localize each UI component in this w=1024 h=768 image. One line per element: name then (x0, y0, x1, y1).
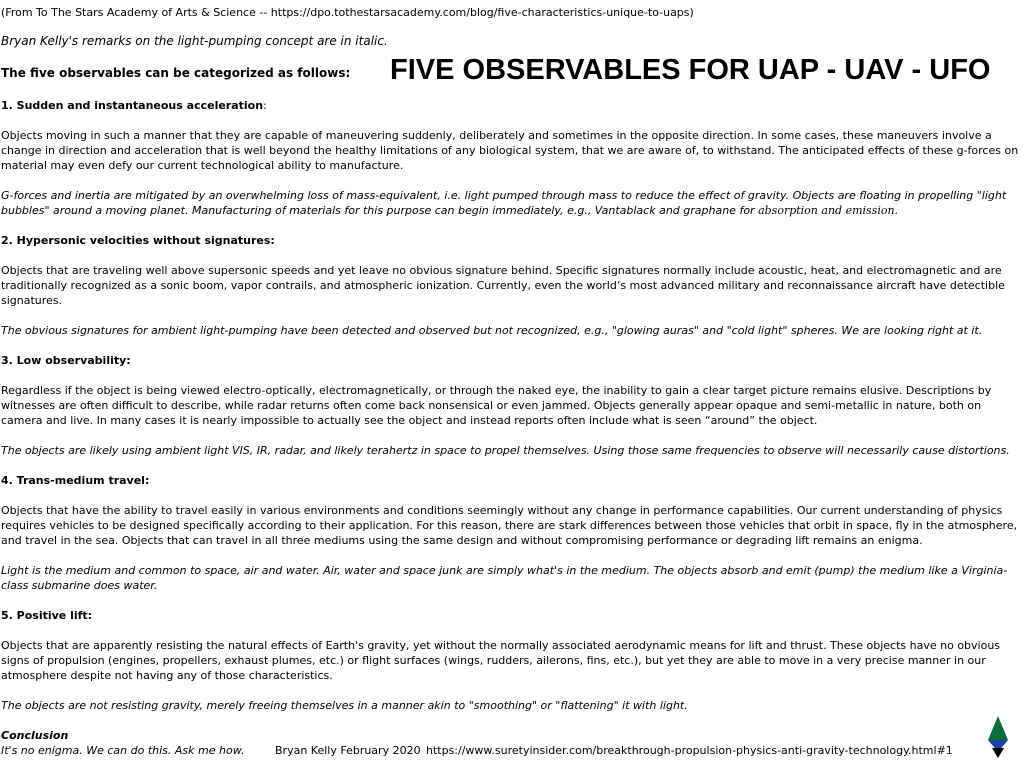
section-4-remark: Light is the medium and common to space, air and water. Air, water and space junk are simply what's in the medium. The objects absorb and emit (pump) the medium like a Virginia-class submarine does water. (1, 564, 1008, 592)
logo-green-triangle (988, 716, 1008, 740)
section-1-heading (1, 98, 267, 113)
section-5-remark: The objects are not resisting gravity, merely freeing themselves in a manner akin to "smoothing" or "flattening" it with light. (1, 699, 688, 712)
conclusion-heading: Conclusion (1, 729, 69, 742)
section-3-heading: 3. Low observability: (1, 354, 131, 367)
section-3-body: Regardless if the object is being viewed electro-optically, electromagnetically, or through the naked eye, the inability to gain a clear target picture remains elusive. Descriptions by witnesses are often difficult to describe, while radar returns often come back nonsensical or even jammed. Objects generally appear opaque and semi-metallic in nature, both on camera and live. In many cases it is nearly impossible to actually see the object and instead reports often include what is seen “around” the object. (1, 384, 992, 427)
section-5-body: Objects that are apparently resisting the natural effects of Earth's gravity, yet without the normally associated aerodynamic means for lift and thrust. These objects have no obvious signs of propulsion (engines, propellers, exhaust plumes, etc.) or flight surfaces (wings, rudders, ailerons, fins, etc.), but yet they are able to move in a very precise manner in our atmosphere despite not having any of those characteristics. (1, 639, 1001, 682)
source-line: (From To The Stars Academy of Arts & Science -- https://dpo.tothestarsacademy.com/blog/five-characteristics-unique-to-uaps) (1, 6, 694, 19)
section-2-remark: The obvious signatures for ambient light-pumping have been detected and observed but not recognized, e.g., "glowing auras" and "cold light" spheres. We are looking right at it. (1, 324, 983, 337)
section-1-body: Objects moving in such a manner that they are capable of maneuvering suddenly, deliberately and sometimes in the opposite direction. In some cases, these maneuvers involve a change in direction and acceleration that is well beyond the healthy limitations of any biological system, that we are aware of, to withstand. The anticipated effects of these g-forces on material may even defy our current technological ability to manufacture. (1, 129, 1019, 172)
intro-text: The five observables can be categorized as follows: (1, 66, 351, 80)
section-1-heading-colon: : (263, 99, 267, 112)
section-2-body: Objects that are traveling well above supersonic speeds and yet leave no obvious signature behind. Specific signatures normally include acoustic, heat, and electromagnetic and are traditionally recognized as a sonic boom, vapor contrails, and atmospheric ionization. Currently, even the world’s most advanced military and reconnaissance aircraft have detectible signatures. (1, 264, 1005, 307)
section-4-body: Objects that have the ability to travel easily in various environments and conditions seemingly without any change in performance capabilities. Our current understanding of physics requires vehicles to be designed specifically according to their application. For this reason, there are stark differences between those vehicles that orbit in space, fly in the atmosphere, and travel in the sea. Objects that can travel in all three mediums using the same design and without compromising performance or degrading lift remains an enigma. (1, 504, 1018, 547)
section-1-remark-tail: absorption and emission. (754, 204, 899, 217)
section-1-heading-text: 1. Sudden and instantaneous acceleration (1, 99, 264, 112)
conclusion-text: It's no enigma. We can do this. Ask me how. (1, 744, 245, 757)
section-2-heading: 2. Hypersonic velocities without signatures: (1, 234, 275, 247)
section-3-remark: The objects are likely using ambient light VIS, IR, radar, and likely terahertz in space to propel themselves. Using those same frequencies to observe will necessarily cause distortions. (1, 444, 1010, 457)
reference-link[interactable]: https://www.suretyinsider.com/breakthrough-propulsion-physics-anti-gravity-technology.html#1 (426, 744, 953, 757)
section-1-remark-text: G-forces and inertia are mitigated by an overwhelming loss of mass-equivalent, i.e. light pumped through mass to reduce the effect of gravity. Objects are floating in propelling "light bubbles" around a moving planet. Manufacturing of materials for this purpose can begin immediately, e.g., Vantablack and graphane for (1, 189, 1007, 217)
section-5-heading: 5. Positive lift: (1, 609, 93, 622)
author-date: Bryan Kelly February 2020 (275, 744, 421, 757)
section-1-remark (1, 188, 1019, 218)
page-title: FIVE OBSERVABLES FOR UAP - UAV - UFO (390, 54, 991, 86)
remarks-note: Bryan Kelly's remarks on the light-pumping concept are in italic. (1, 34, 388, 48)
section-4-heading: 4. Trans-medium travel: (1, 474, 150, 487)
logo-black-triangle (992, 748, 1004, 758)
logo-icon (985, 716, 1011, 758)
